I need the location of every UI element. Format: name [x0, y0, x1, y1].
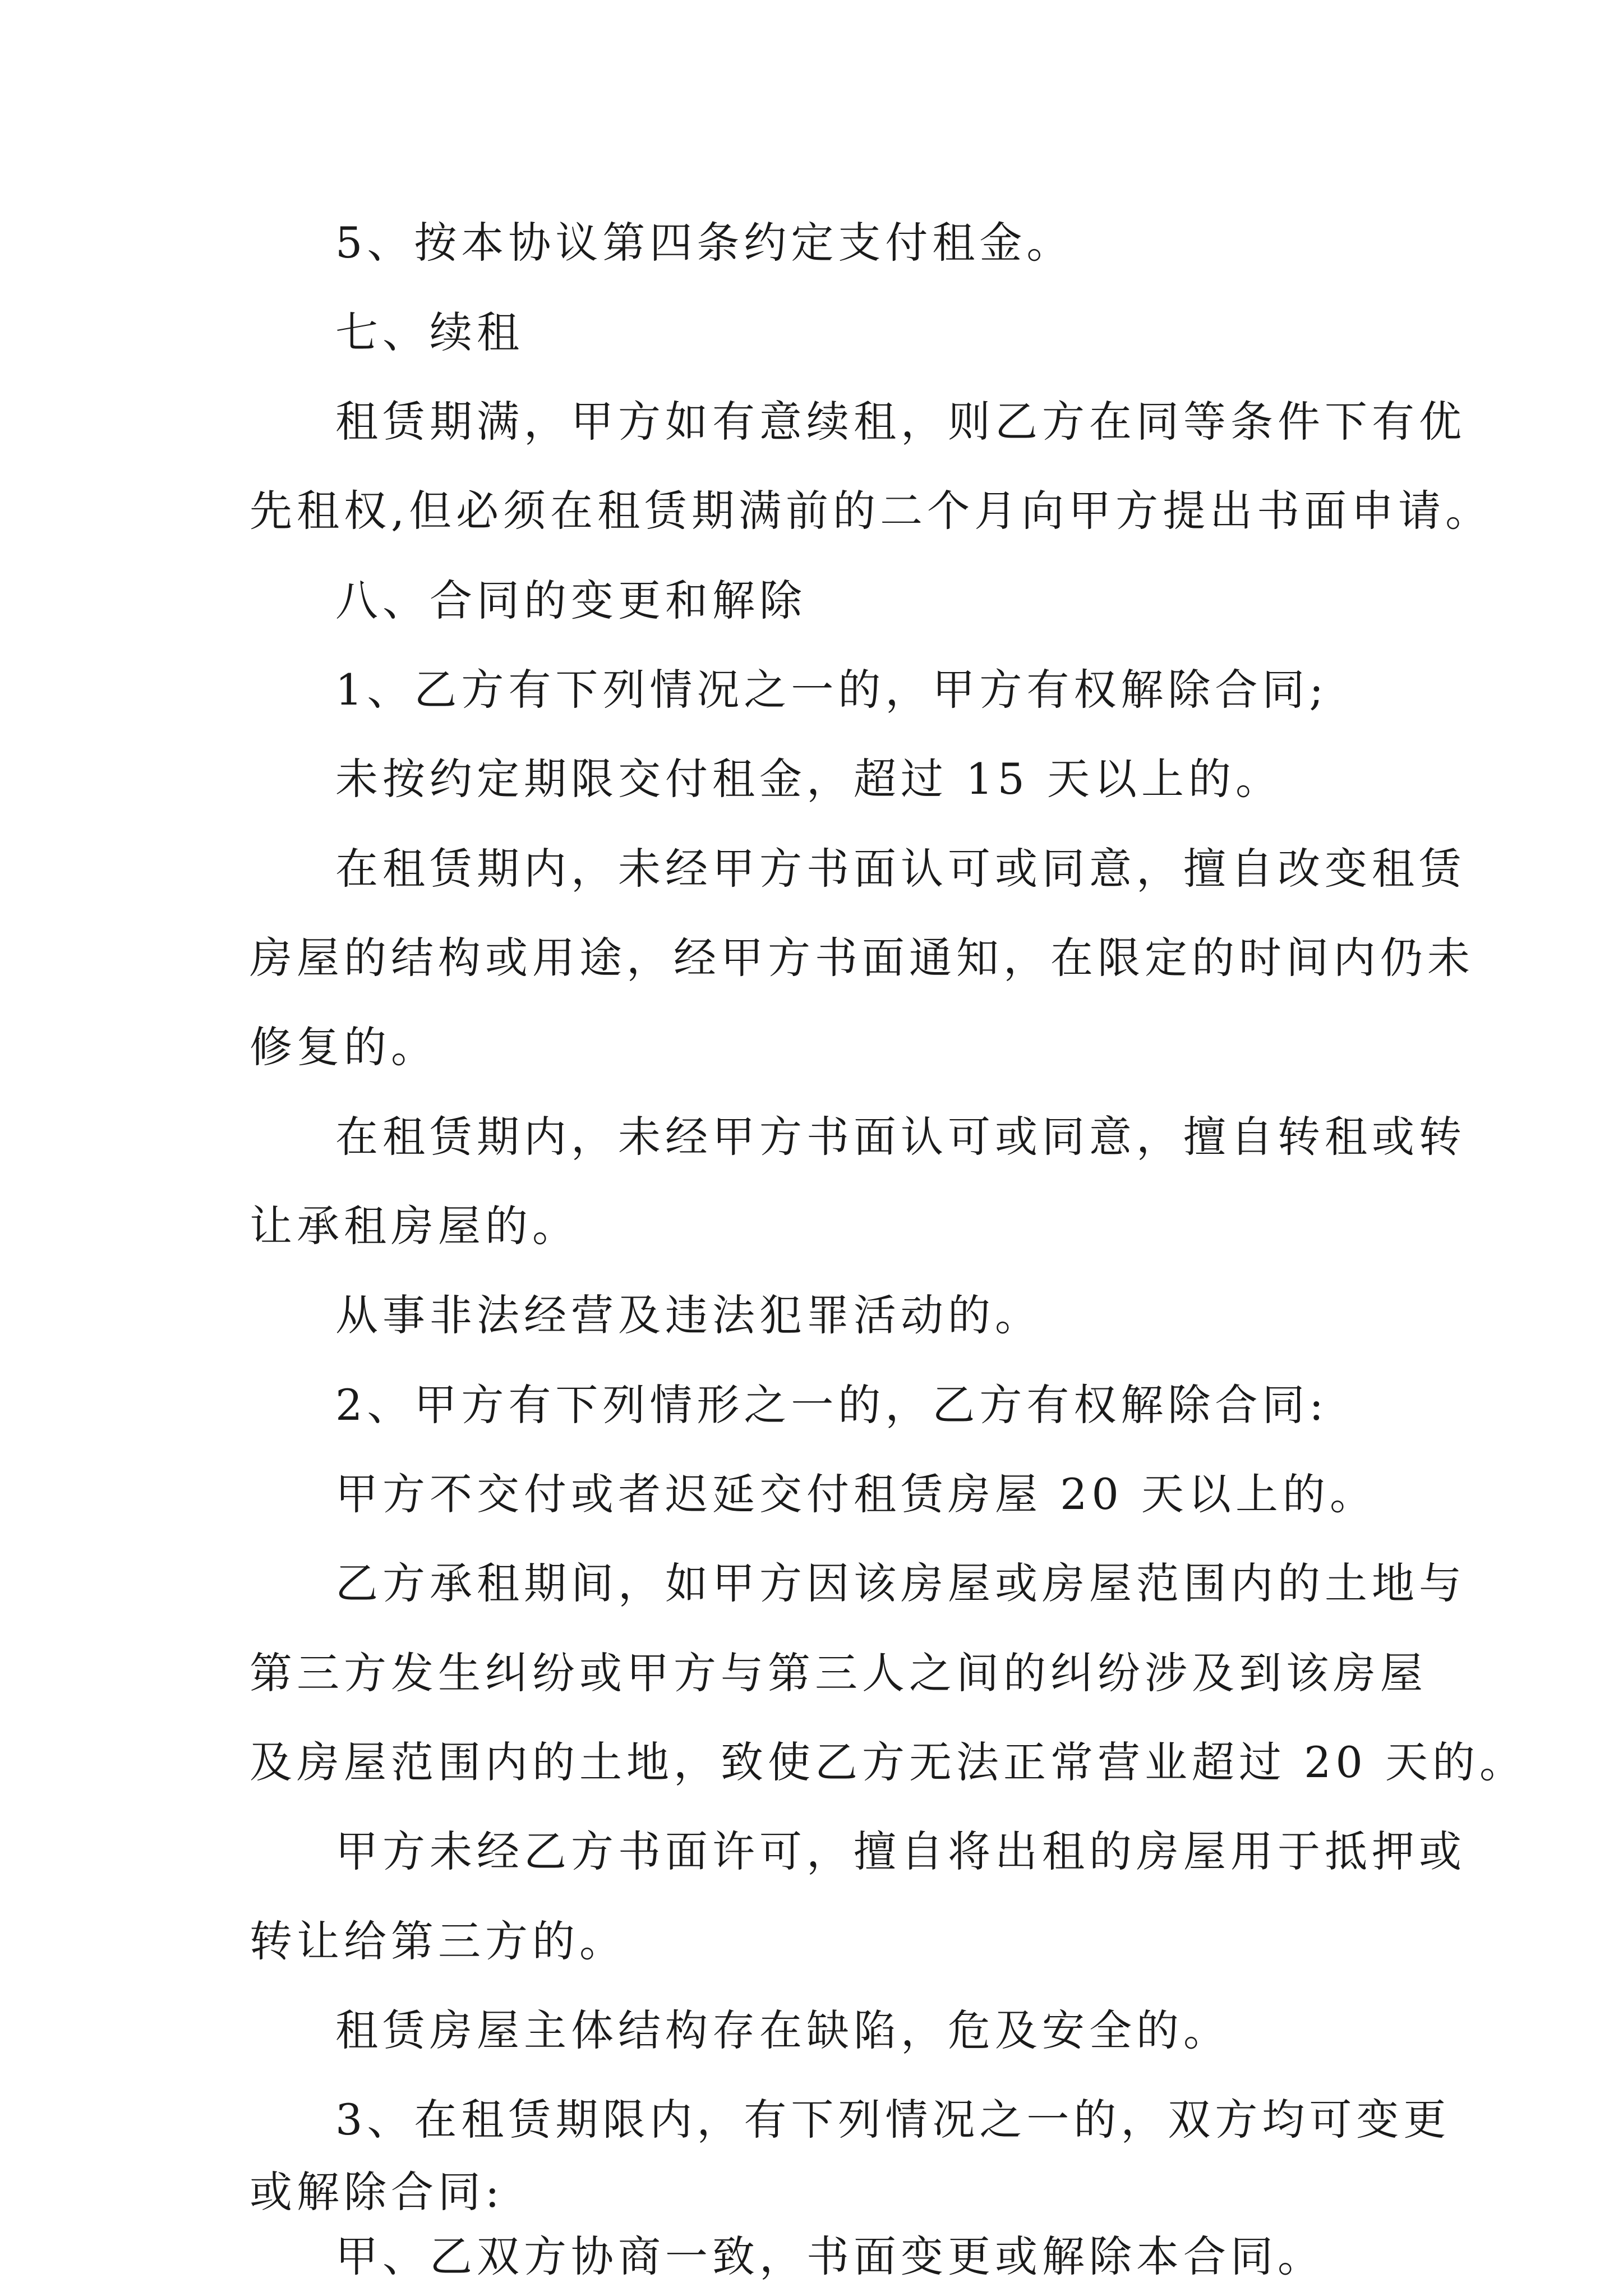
- text-line: 5、按本协议第四条约定支付租金。: [335, 218, 1074, 268]
- text-line: 房屋的结构或用途，经甲方书面通知，在限定的时间内仍未: [250, 933, 1474, 983]
- text-line: 及房屋范围内的土地，致使乙方无法正常营业超过 20 天的。: [250, 1737, 1527, 1787]
- text-line: 甲、乙双方协商一致，书面变更或解除本合同。: [335, 2231, 1325, 2281]
- text-line: 从事非法经营及违法犯罪活动的。: [335, 1290, 1042, 1340]
- text-line: 租赁房屋主体结构存在缺陷，危及安全的。: [335, 2005, 1230, 2055]
- text-line: 让承租房屋的。: [250, 1201, 579, 1251]
- text-line: 第三方发生纠纷或甲方与第三人之间的纠纷涉及到该房屋: [250, 1648, 1427, 1698]
- section-heading: 八、合同的变更和解除: [335, 576, 806, 625]
- text-line: 先租权,但必须在租赁期满前的二个月向甲方提出书面申请。: [250, 486, 1493, 536]
- text-line: 甲方未经乙方书面许可，擅自将出租的房屋用于抵押或: [335, 1826, 1466, 1876]
- text-line: 2、甲方有下列情形之一的，乙方有权解除合同:: [335, 1380, 1328, 1430]
- text-line: 乙方承租期间，如甲方因该房屋或房屋范围内的土地与: [335, 1558, 1466, 1608]
- text-line: 转让给第三方的。: [250, 1916, 626, 1966]
- text-line: 1、乙方有下列情况之一的，甲方有权解除合同;: [335, 665, 1328, 715]
- text-line: 或解除合同:: [250, 2167, 504, 2217]
- text-line: 3、在租赁期限内，有下列情况之一的，双方均可变更: [335, 2095, 1451, 2145]
- text-line: 修复的。: [250, 1022, 438, 1072]
- text-line: 在租赁期内，未经甲方书面认可或同意，擅自转租或转: [335, 1112, 1466, 1162]
- text-line: 甲方不交付或者迟延交付租赁房屋 20 天以上的。: [335, 1469, 1377, 1519]
- text-line: 在租赁期内，未经甲方书面认可或同意，擅自改变租赁: [335, 844, 1466, 894]
- text-line: 未按约定期限交付租金，超过 15 天以上的。: [335, 754, 1283, 804]
- section-heading: 七、续租: [335, 307, 524, 357]
- text-line: 租赁期满，甲方如有意续租，则乙方在同等条件下有优: [335, 397, 1466, 447]
